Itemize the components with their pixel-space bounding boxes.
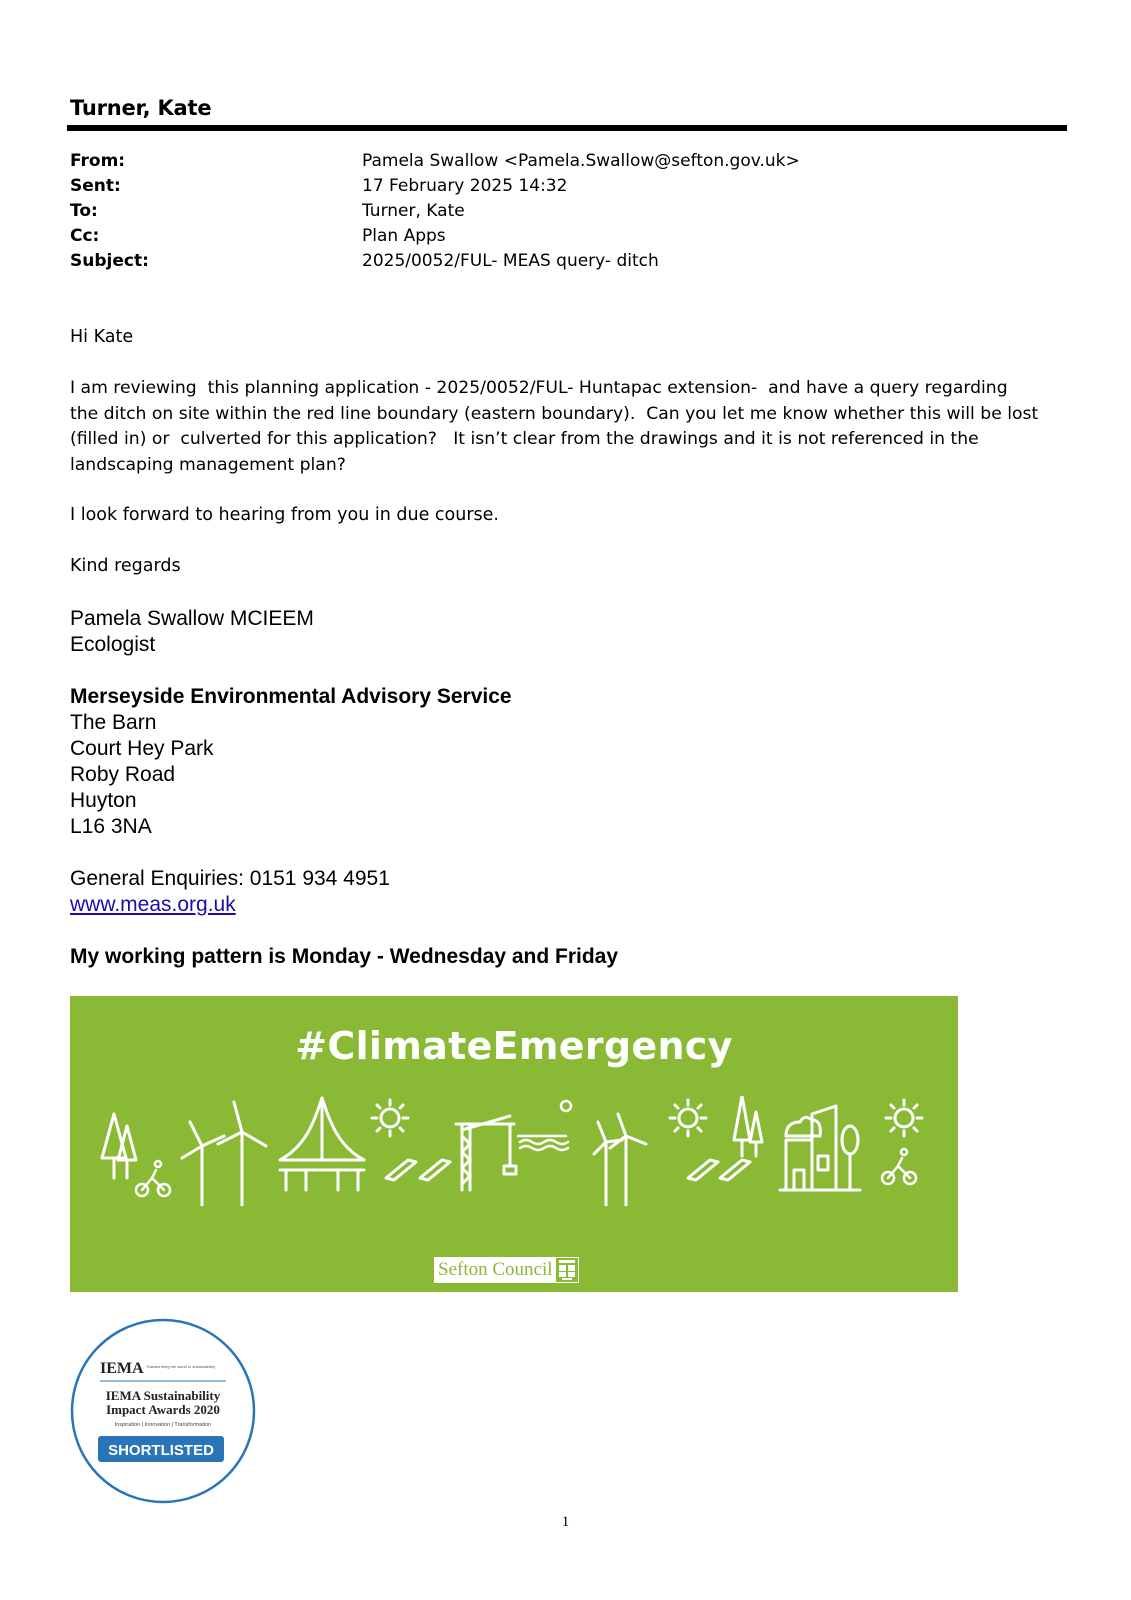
crane-icon (456, 1116, 516, 1190)
closing-line: I look forward to hearing from you in due course. (70, 505, 499, 525)
working-pattern: My working pattern is Monday - Wednesday and Friday (70, 945, 619, 968)
signature-name: Pamela Swallow MCIEEM (70, 607, 314, 630)
sustainability-icons-illustration (70, 1096, 958, 1206)
address-line: Huyton (70, 789, 137, 812)
greeting: Hi Kate (70, 327, 134, 347)
sent-label: Sent: (70, 176, 121, 196)
sun-icon (670, 1100, 706, 1136)
sun-icon (886, 1100, 922, 1136)
subject-label: Subject: (70, 251, 149, 271)
paragraph-line: (filled in) or culverted for this application? It isn’t clear from the drawings and it is not referenced in the (70, 429, 979, 449)
award-title-line1: IEMA Sustainability (105, 1388, 221, 1403)
buildings-icon (780, 1106, 860, 1190)
cc-value: Plan Apps (362, 226, 446, 246)
header-divider (67, 125, 1067, 131)
address-line: L16 3NA (70, 815, 152, 838)
to-value: Turner, Kate (362, 201, 465, 221)
wind-turbine-icon (182, 1102, 266, 1206)
address-line: Roby Road (70, 763, 176, 786)
cyclist-icon (136, 1161, 170, 1196)
bridge-icon (280, 1098, 364, 1190)
from-label: From: (70, 151, 126, 171)
website-link[interactable]: www.meas.org.uk (70, 893, 236, 916)
iema-tagline: Transforming the world to sustainability (146, 1364, 216, 1369)
signature-role: Ecologist (70, 633, 156, 656)
solar-panels-icon (688, 1160, 750, 1180)
document-owner-name: Turner, Kate (70, 96, 212, 120)
solar-panels-icon (386, 1160, 450, 1180)
paragraph-line: I am reviewing this planning application - 2025/0052/FUL- Huntapac extension- and have a query regarding (70, 378, 1008, 398)
award-subline: Inspiration | Innovation | Transformation (114, 1422, 212, 1428)
address-line: Court Hey Park (70, 737, 214, 760)
to-label: To: (70, 201, 98, 221)
shortlisted-label: SHORTLISTED (108, 1442, 214, 1459)
paragraph-line: the ditch on site within the red line boundary (eastern boundary). Can you let me know whether this will be lost (70, 403, 1039, 424)
page-number: 1 (561, 1514, 570, 1530)
paragraph-line: landscaping management plan? (70, 454, 346, 475)
council-name: Sefton Council (435, 1258, 556, 1282)
wind-turbine-icon (594, 1114, 646, 1206)
message-paragraph (70, 376, 1070, 478)
climate-emergency-banner (70, 996, 958, 1292)
sent-value: 17 February 2025 14:32 (362, 176, 568, 196)
sefton-council-logo (434, 1257, 579, 1283)
iema-award-badge (70, 1318, 256, 1504)
sun-icon (372, 1100, 408, 1136)
address-line: The Barn (70, 711, 157, 734)
general-enquiries: General Enquiries: 0151 934 4951 (70, 867, 390, 890)
water-icon (518, 1101, 571, 1150)
council-crest-icon (556, 1258, 578, 1282)
signature-organisation: Merseyside Environmental Advisory Service (70, 685, 512, 708)
trees-icon (734, 1096, 762, 1156)
subject-value: 2025/0052/FUL- MEAS query- ditch (362, 251, 659, 271)
from-value: Pamela Swallow <Pamela.Swallow@sefton.gov.uk> (362, 151, 800, 171)
cyclist-icon (882, 1149, 916, 1184)
trees-icon (102, 1114, 136, 1178)
iema-logo: IEMA (100, 1360, 144, 1377)
banner-hashtag: #ClimateEmergency (295, 1024, 733, 1068)
cc-label: Cc: (70, 226, 100, 246)
signoff: Kind regards (70, 556, 181, 576)
award-title-line2: Impact Awards 2020 (106, 1402, 220, 1417)
